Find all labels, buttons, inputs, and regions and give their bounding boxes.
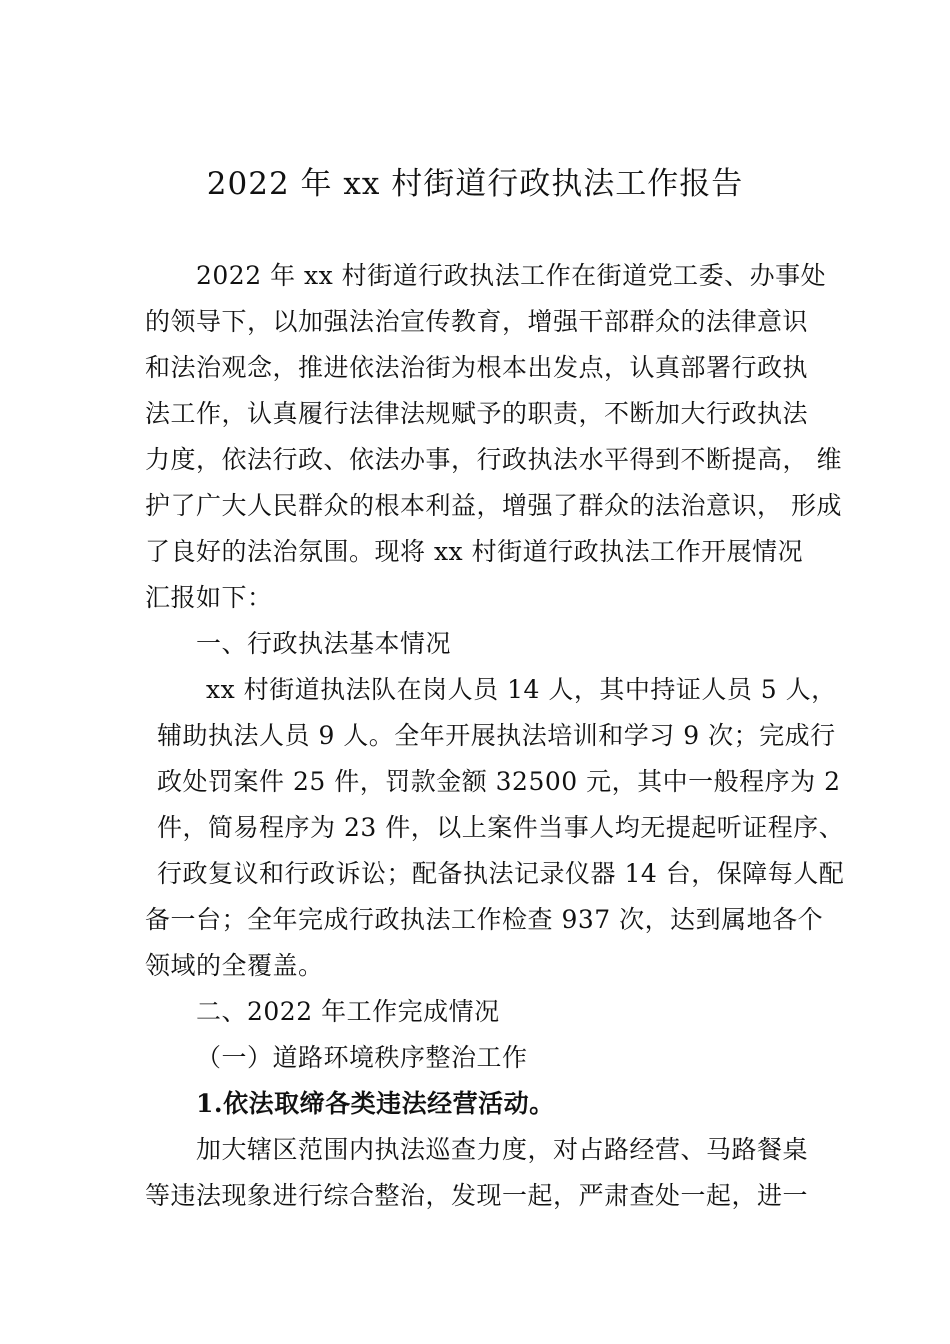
paragraph-line: 力度，依法行政、依法办事，行政执法水平得到不断提高， 维	[145, 445, 842, 474]
section-heading: 一、行政执法基本情况	[196, 629, 452, 658]
subsection-heading: （一）道路环境秩序整治工作	[196, 1043, 528, 1072]
paragraph-line: 加大辖区范围内执法巡查力度，对占路经营、马路餐桌	[196, 1135, 809, 1164]
paragraph-line: 件，简易程序为 23 件，以上案件当事人均无提起听证程序、	[157, 813, 845, 842]
paragraph-line: 和法治观念，推进依法治街为根本出发点，认真部署行政执	[145, 353, 809, 382]
paragraph-line: 汇报如下：	[145, 583, 273, 612]
paragraph-line: 了良好的法治氛围。现将 xx 村街道行政执法工作开展情况	[145, 537, 804, 566]
paragraph-line: xx 村街道执法队在岗人员 14 人，其中持证人员 5 人，	[206, 675, 837, 704]
paragraph-line: 辅助执法人员 9 人。全年开展执法培训和学习 9 次；完成行	[157, 721, 836, 750]
section-heading: 二、2022 年工作完成情况	[196, 997, 500, 1026]
document-title: 2022 年 xx 村街道行政执法工作报告	[206, 166, 744, 202]
paragraph-line: 护了广大人民群众的根本利益，增强了群众的法治意识， 形成	[145, 491, 842, 520]
paragraph-line: 2022 年 xx 村街道行政执法工作在街道党工委、办事处	[196, 261, 827, 290]
paragraph-line: 领域的全覆盖。	[145, 951, 324, 980]
paragraph-line: 等违法现象进行综合整治，发现一起，严肃查处一起，进一	[145, 1181, 809, 1210]
paragraph-line: 法工作，认真履行法律法规赋予的职责，不断加大行政执法	[145, 399, 809, 428]
paragraph-line: 行政复议和行政诉讼；配备执法记录仪器 14 台，保障每人配	[157, 859, 845, 888]
paragraph-line: 政处罚案件 25 件，罚款金额 32500 元，其中一般程序为 2	[157, 767, 841, 796]
item-heading: 1.依法取缔各类违法经营活动。	[196, 1089, 555, 1118]
paragraph-line: 的领导下，以加强法治宣传教育，增强干部群众的法律意识	[145, 307, 809, 336]
paragraph-line: 备一台；全年完成行政执法工作检查 937 次，达到属地各个	[145, 905, 824, 934]
